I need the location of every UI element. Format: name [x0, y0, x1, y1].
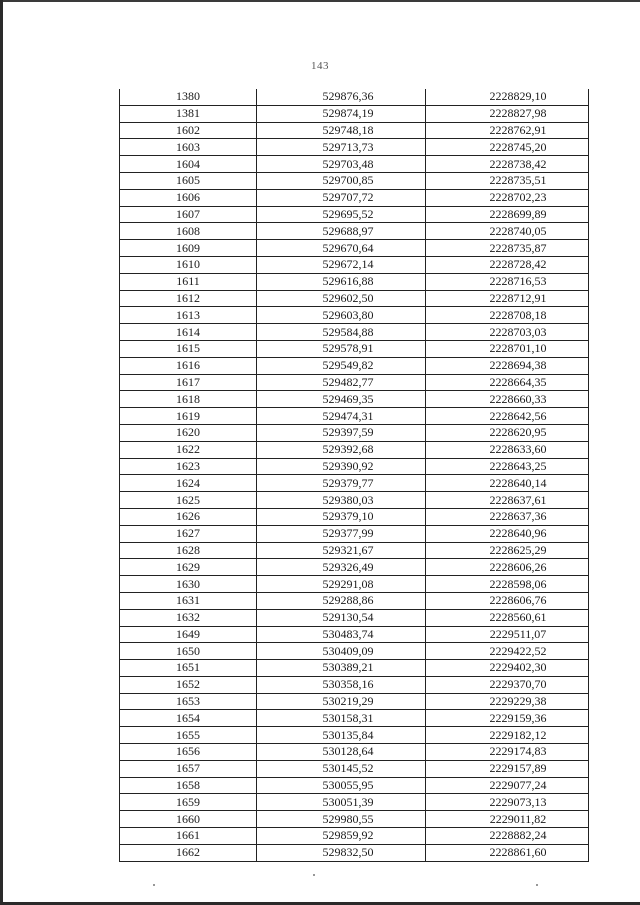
- x-coordinate-cell: 530219,29: [257, 693, 426, 710]
- scan-speck: [153, 884, 155, 886]
- x-coordinate-cell: 529474,31: [257, 408, 426, 425]
- x-coordinate-cell: 530483,74: [257, 626, 426, 643]
- y-coordinate-cell: 2228664,35: [426, 374, 589, 391]
- x-coordinate-cell: 529688,97: [257, 223, 426, 240]
- x-coordinate-cell: 529482,77: [257, 374, 426, 391]
- y-coordinate-cell: 2228560,61: [426, 609, 589, 626]
- table-row: [120, 559, 589, 576]
- y-coordinate-cell: 2228827,98: [426, 105, 589, 122]
- scan-top-edge: [0, 0, 640, 2]
- point-number-cell: 1625: [120, 492, 257, 509]
- table-row: [120, 693, 589, 710]
- y-coordinate-cell: 2228642,56: [426, 408, 589, 425]
- x-coordinate-cell: 530128,64: [257, 744, 426, 761]
- point-number-cell: 1606: [120, 189, 257, 206]
- point-number-cell: 1605: [120, 172, 257, 189]
- x-coordinate-cell: 530389,21: [257, 660, 426, 677]
- table-row: [120, 811, 589, 828]
- point-number-cell: 1611: [120, 273, 257, 290]
- table-row: [120, 172, 589, 189]
- y-coordinate-cell: 2229159,36: [426, 710, 589, 727]
- x-coordinate-cell: 530409,09: [257, 643, 426, 660]
- y-coordinate-cell: 2228598,06: [426, 576, 589, 593]
- x-coordinate-cell: 529670,64: [257, 240, 426, 257]
- y-coordinate-cell: 2228740,05: [426, 223, 589, 240]
- point-number-cell: 1614: [120, 324, 257, 341]
- y-coordinate-cell: 2228861,60: [426, 844, 589, 861]
- y-coordinate-cell: 2228735,87: [426, 240, 589, 257]
- table-row: [120, 475, 589, 492]
- point-number-cell: 1624: [120, 475, 257, 492]
- x-coordinate-cell: 529980,55: [257, 811, 426, 828]
- table-row: [120, 240, 589, 257]
- x-coordinate-cell: 529390,92: [257, 458, 426, 475]
- y-coordinate-cell: 2228637,36: [426, 508, 589, 525]
- x-coordinate-cell: 530358,16: [257, 676, 426, 693]
- y-coordinate-cell: 2228694,38: [426, 357, 589, 374]
- table-row: [120, 206, 589, 223]
- table-row: [120, 340, 589, 357]
- table-row: [120, 525, 589, 542]
- x-coordinate-cell: 529876,36: [257, 89, 426, 105]
- y-coordinate-cell: 2229073,13: [426, 794, 589, 811]
- x-coordinate-cell: 529602,50: [257, 290, 426, 307]
- table-row: [120, 643, 589, 660]
- point-number-cell: 1617: [120, 374, 257, 391]
- point-number-cell: 1609: [120, 240, 257, 257]
- point-number-cell: 1653: [120, 693, 257, 710]
- x-coordinate-cell: 529713,73: [257, 139, 426, 156]
- point-number-cell: 1655: [120, 727, 257, 744]
- point-number-cell: 1632: [120, 609, 257, 626]
- y-coordinate-cell: 2229077,24: [426, 777, 589, 794]
- x-coordinate-cell: 529859,92: [257, 828, 426, 845]
- table-row: [120, 626, 589, 643]
- x-coordinate-cell: 529672,14: [257, 256, 426, 273]
- table-row: [120, 576, 589, 593]
- point-number-cell: 1604: [120, 156, 257, 173]
- point-number-cell: 1661: [120, 828, 257, 845]
- x-coordinate-cell: 530135,84: [257, 727, 426, 744]
- table-row: [120, 794, 589, 811]
- point-number-cell: 1662: [120, 844, 257, 861]
- x-coordinate-cell: 530055,95: [257, 777, 426, 794]
- y-coordinate-cell: 2228699,89: [426, 206, 589, 223]
- x-coordinate-cell: 529379,10: [257, 508, 426, 525]
- y-coordinate-cell: 2228762,91: [426, 122, 589, 139]
- x-coordinate-cell: 529707,72: [257, 189, 426, 206]
- table-row: [120, 408, 589, 425]
- y-coordinate-cell: 2229402,30: [426, 660, 589, 677]
- x-coordinate-cell: 529469,35: [257, 391, 426, 408]
- y-coordinate-cell: 2229174,83: [426, 744, 589, 761]
- table-row: [120, 256, 589, 273]
- point-number-cell: 1658: [120, 777, 257, 794]
- table-row: [120, 156, 589, 173]
- table-row: [120, 424, 589, 441]
- x-coordinate-cell: 529700,85: [257, 172, 426, 189]
- point-number-cell: 1623: [120, 458, 257, 475]
- y-coordinate-cell: 2228606,26: [426, 559, 589, 576]
- point-number-cell: 1602: [120, 122, 257, 139]
- table-row: [120, 391, 589, 408]
- table-row: [120, 89, 589, 105]
- y-coordinate-cell: 2228703,03: [426, 324, 589, 341]
- point-number-cell: 1627: [120, 525, 257, 542]
- y-coordinate-cell: 2229157,89: [426, 760, 589, 777]
- table-row: [120, 122, 589, 139]
- y-coordinate-cell: 2228640,14: [426, 475, 589, 492]
- point-number-cell: 1608: [120, 223, 257, 240]
- point-number-cell: 1628: [120, 542, 257, 559]
- table-row: [120, 441, 589, 458]
- y-coordinate-cell: 2228708,18: [426, 307, 589, 324]
- scan-speck: [313, 874, 315, 876]
- y-coordinate-cell: 2229422,52: [426, 643, 589, 660]
- x-coordinate-cell: 529549,82: [257, 357, 426, 374]
- y-coordinate-cell: 2228738,42: [426, 156, 589, 173]
- table-row: [120, 357, 589, 374]
- y-coordinate-cell: 2228735,51: [426, 172, 589, 189]
- scan-speck: [536, 884, 538, 886]
- table-row: [120, 105, 589, 122]
- point-number-cell: 1656: [120, 744, 257, 761]
- table-row: [120, 760, 589, 777]
- x-coordinate-cell: 529616,88: [257, 273, 426, 290]
- table-row: [120, 828, 589, 845]
- table-row: [120, 324, 589, 341]
- table-row: [120, 223, 589, 240]
- table-row: [120, 290, 589, 307]
- x-coordinate-cell: 529832,50: [257, 844, 426, 861]
- table-row: [120, 492, 589, 509]
- table-row: [120, 307, 589, 324]
- x-coordinate-cell: 530145,52: [257, 760, 426, 777]
- y-coordinate-cell: 2228643,25: [426, 458, 589, 475]
- point-number-cell: 1622: [120, 441, 257, 458]
- y-coordinate-cell: 2228716,53: [426, 273, 589, 290]
- point-number-cell: 1613: [120, 307, 257, 324]
- x-coordinate-cell: 529392,68: [257, 441, 426, 458]
- y-coordinate-cell: 2229370,70: [426, 676, 589, 693]
- table-row: [120, 609, 589, 626]
- x-coordinate-cell: 529584,88: [257, 324, 426, 341]
- table-row: [120, 189, 589, 206]
- x-coordinate-cell: 529695,52: [257, 206, 426, 223]
- point-number-cell: 1616: [120, 357, 257, 374]
- x-coordinate-cell: 529380,03: [257, 492, 426, 509]
- point-number-cell: 1630: [120, 576, 257, 593]
- point-number-cell: 1651: [120, 660, 257, 677]
- point-number-cell: 1657: [120, 760, 257, 777]
- table-row: [120, 777, 589, 794]
- y-coordinate-cell: 2228829,10: [426, 89, 589, 105]
- point-number-cell: 1610: [120, 256, 257, 273]
- table-row: [120, 710, 589, 727]
- y-coordinate-cell: 2228640,96: [426, 525, 589, 542]
- point-number-cell: 1615: [120, 340, 257, 357]
- y-coordinate-cell: 2228882,24: [426, 828, 589, 845]
- y-coordinate-cell: 2228728,42: [426, 256, 589, 273]
- x-coordinate-cell: 529291,08: [257, 576, 426, 593]
- y-coordinate-cell: 2228745,20: [426, 139, 589, 156]
- table-row: [120, 660, 589, 677]
- point-number-cell: 1654: [120, 710, 257, 727]
- table-row: [120, 508, 589, 525]
- point-number-cell: 1618: [120, 391, 257, 408]
- point-number-cell: 1381: [120, 105, 257, 122]
- point-number-cell: 1619: [120, 408, 257, 425]
- y-coordinate-cell: 2229011,82: [426, 811, 589, 828]
- y-coordinate-cell: 2228633,60: [426, 441, 589, 458]
- point-number-cell: 1620: [120, 424, 257, 441]
- x-coordinate-cell: 529130,54: [257, 609, 426, 626]
- point-number-cell: 1631: [120, 592, 257, 609]
- x-coordinate-cell: 529379,77: [257, 475, 426, 492]
- scan-left-edge: [0, 0, 3, 905]
- table-row: [120, 727, 589, 744]
- y-coordinate-cell: 2228701,10: [426, 340, 589, 357]
- table-row: [120, 458, 589, 475]
- point-number-cell: 1659: [120, 794, 257, 811]
- y-coordinate-cell: 2228712,91: [426, 290, 589, 307]
- point-number-cell: 1629: [120, 559, 257, 576]
- coordinates-table: [119, 89, 589, 862]
- table-row: [120, 844, 589, 861]
- x-coordinate-cell: 529397,59: [257, 424, 426, 441]
- point-number-cell: 1612: [120, 290, 257, 307]
- y-coordinate-cell: 2228625,29: [426, 542, 589, 559]
- point-number-cell: 1649: [120, 626, 257, 643]
- page-number: 143: [311, 60, 329, 72]
- x-coordinate-cell: 529578,91: [257, 340, 426, 357]
- table-row: [120, 273, 589, 290]
- table-row: [120, 139, 589, 156]
- coordinates-table-body: [120, 89, 589, 861]
- x-coordinate-cell: 529603,80: [257, 307, 426, 324]
- y-coordinate-cell: 2229511,07: [426, 626, 589, 643]
- y-coordinate-cell: 2228702,23: [426, 189, 589, 206]
- x-coordinate-cell: 529377,99: [257, 525, 426, 542]
- x-coordinate-cell: 529321,67: [257, 542, 426, 559]
- x-coordinate-cell: 529874,19: [257, 105, 426, 122]
- y-coordinate-cell: 2228660,33: [426, 391, 589, 408]
- table-row: [120, 676, 589, 693]
- x-coordinate-cell: 529748,18: [257, 122, 426, 139]
- y-coordinate-cell: 2229229,38: [426, 693, 589, 710]
- table-row: [120, 592, 589, 609]
- point-number-cell: 1626: [120, 508, 257, 525]
- point-number-cell: 1607: [120, 206, 257, 223]
- point-number-cell: 1603: [120, 139, 257, 156]
- x-coordinate-cell: 530158,31: [257, 710, 426, 727]
- table-row: [120, 542, 589, 559]
- x-coordinate-cell: 529288,86: [257, 592, 426, 609]
- point-number-cell: 1380: [120, 89, 257, 105]
- x-coordinate-cell: 530051,39: [257, 794, 426, 811]
- y-coordinate-cell: 2228637,61: [426, 492, 589, 509]
- point-number-cell: 1650: [120, 643, 257, 660]
- table-row: [120, 374, 589, 391]
- point-number-cell: 1652: [120, 676, 257, 693]
- table-row: [120, 744, 589, 761]
- x-coordinate-cell: 529326,49: [257, 559, 426, 576]
- point-number-cell: 1660: [120, 811, 257, 828]
- y-coordinate-cell: 2228620,95: [426, 424, 589, 441]
- y-coordinate-cell: 2229182,12: [426, 727, 589, 744]
- x-coordinate-cell: 529703,48: [257, 156, 426, 173]
- y-coordinate-cell: 2228606,76: [426, 592, 589, 609]
